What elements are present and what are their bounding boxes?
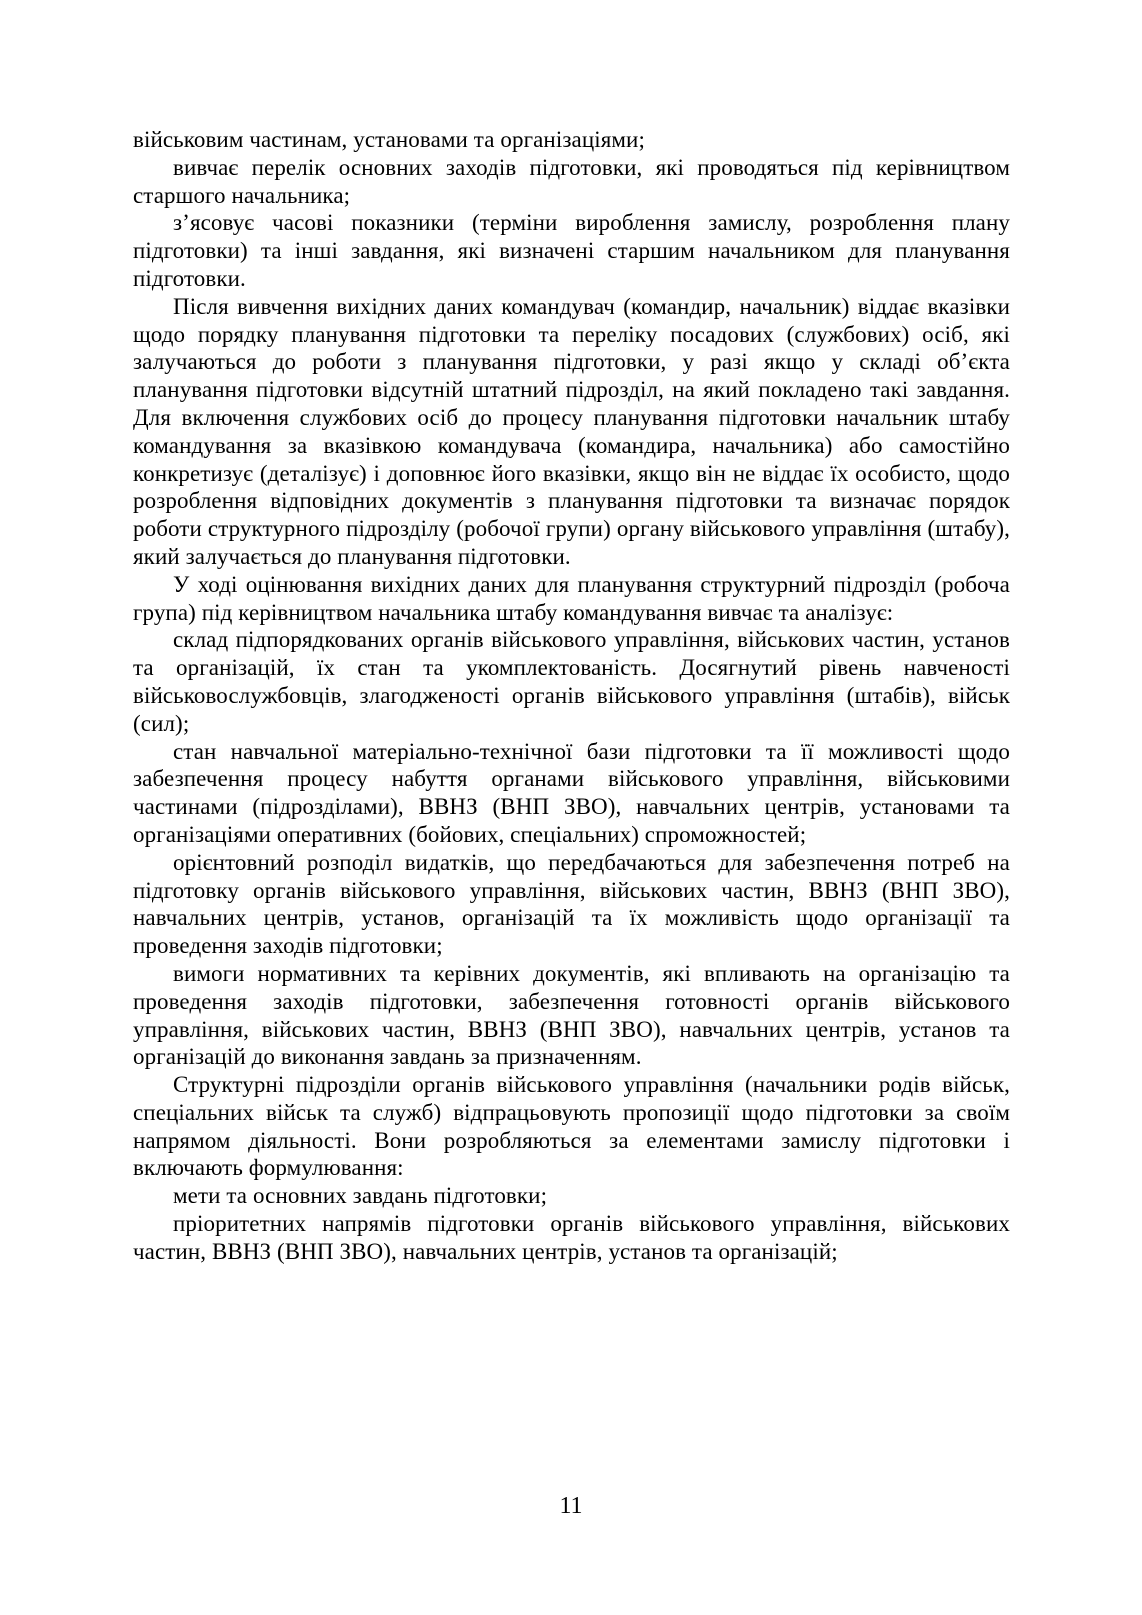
document-body — [133, 126, 1010, 1266]
paragraph-12: пріоритетних напрямів підготовки органів військового управління, військових частин, ВВНЗ (ВНП ЗВО), навчальних центрів, установ та організацій; — [133, 1211, 1010, 1264]
paragraph-5: У ході оцінювання вихідних даних для планування структурний підрозділ (робоча група) під керівництвом начальника штабу командування вивчає та аналізує: — [133, 571, 1010, 625]
paragraph-continuation: військовим частинам, установами та організаціями; — [133, 127, 645, 152]
page-number: 11 — [559, 1493, 583, 1519]
paragraph-10: Структурні підрозділи органів військового управління (начальники родів військ, спеціальних військ та служб) відпрацьовують пропозиції щодо підготовки за своїм напрямом діяльності. Вони розробляються за елементами замислу підготовки і включають формулювання: — [133, 1072, 1010, 1181]
paragraph-6: склад підпорядкованих органів військового управління, військових частин, установ та організацій, їх стан та укомплектованість. Досягнутий рівень навченості військовослужбовців, злагодженості органів військового управління (штабів), військ (сил); — [133, 627, 1010, 736]
paragraph-9: вимоги нормативних та керівних документів, які впливають на організацію та проведення заходів підготовки, забезпечення готовності органів військового управління, військових частин, ВВНЗ (ВНП ЗВО), навчальних центрів, установ та організацій до виконання завдань за призначенням. — [133, 960, 1010, 1070]
paragraph-7: стан навчальної матеріально-технічної бази підготовки та її можливості щодо забезпечення процесу набуття органами військового управління, військовими частинами (підрозділами), ВВНЗ (ВНП ЗВО), навчальних центрів, установами та організаціями оперативних (бойових, спеціальних) спроможностей; — [133, 738, 1010, 847]
paragraph-11: мети та основних завдань підготовки; — [173, 1183, 548, 1209]
paragraph-4: Після вивчення вихідних даних командувач (командир, начальник) віддає вказівки щодо порядку планування підготовки та переліку посадових (службових) осіб, які залучаються до роботи з планування підготовки, у разі якщо у складі об’єкта планування підготовки відсутній штатний підрозділ, на який покладено такі завдання. Для включення службових осіб до процесу планування підготовки начальник штабу командування за вказівкою командувача (командира, начальника) або самостійно конкретизує (деталізує) і доповнює його вказівки, якщо він не віддає їх особисто, щодо розроблення відповідних документів з планування підготовки та визначає порядок роботи структурного підрозділу (робочої групи) органу військового управління (штабу), який залучається до планування підготовки. — [133, 293, 1010, 569]
paragraph-8: орієнтовний розподіл видатків, що передбачаються для забезпечення потреб на підготовку органів військового управління, військових частин, ВВНЗ (ВНП ЗВО), навчальних центрів, установ, організацій та їх можливість щодо організації та проведення заходів підготовки; — [133, 849, 1010, 959]
paragraph-2: вивчає перелік основних заходів підготовки, які проводяться під керівництвом старшого начальника; — [133, 154, 1010, 208]
paragraph-3: з’ясовує часові показники (терміни вироблення замислу, розроблення плану підготовки) та інші завдання, які визначені старшим начальником для планування підготовки. — [133, 210, 1010, 291]
